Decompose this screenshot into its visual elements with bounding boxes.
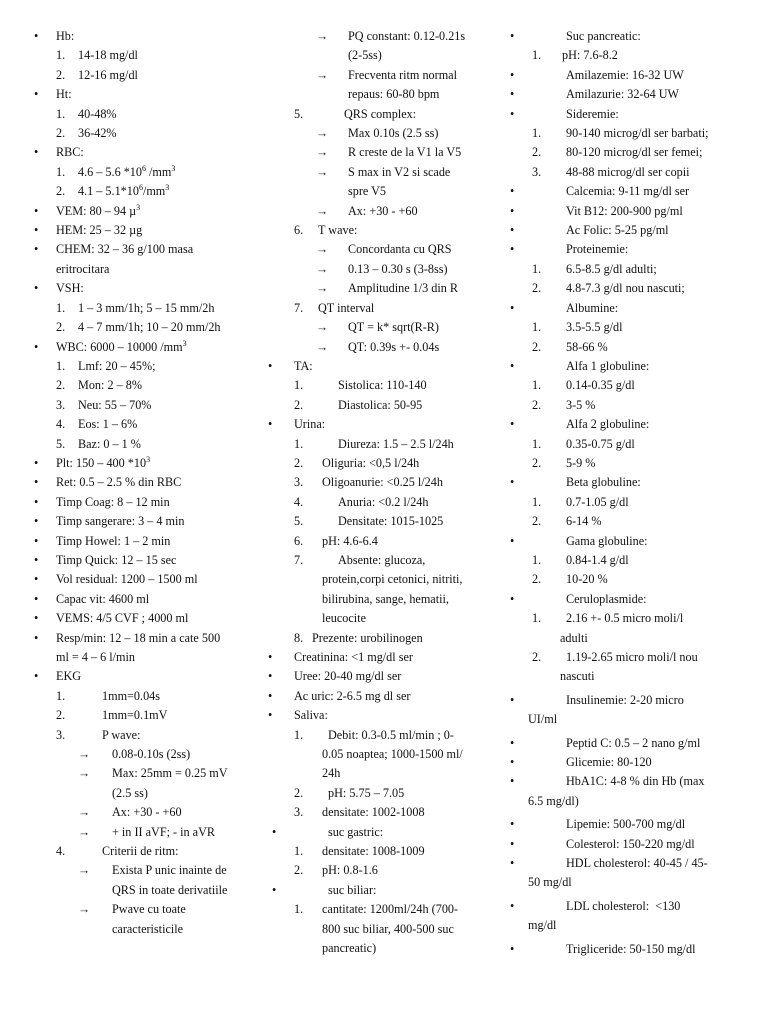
- arrow-icon: →: [78, 766, 91, 781]
- list-item-hem: • HEM: 25 – 32 µg: [34, 223, 143, 238]
- arrow-icon: →: [78, 747, 91, 762]
- item-text: Gama globuline:: [566, 533, 648, 548]
- item-text: QT: 0.39s +- 0.04s: [348, 339, 440, 354]
- list-item: 2. 1mm=0.1mV: [34, 706, 266, 725]
- item-text: 12-16 mg/dl: [78, 67, 138, 82]
- list-item: 3. 48-88 microg/dl ser copii: [506, 163, 746, 182]
- item-text: Mon: 2 – 8%: [78, 378, 142, 393]
- item-text: Urina:: [294, 417, 326, 432]
- item-text: TA:: [294, 358, 313, 373]
- item-text: Beta globuline:: [566, 475, 641, 490]
- item-text: mg/dl: [528, 918, 557, 933]
- item-text: densitate: 1008-1009: [322, 844, 425, 859]
- item-text: UI/ml: [528, 712, 558, 727]
- list-item: [34, 745, 266, 764]
- list-item: 1. Debit: 0.3-0.5 ml/min ; 0-: [268, 726, 500, 745]
- item-text: Diureza: 1.5 – 2.5 l/24h: [338, 436, 454, 451]
- item-text: Criterii de ritm:: [102, 844, 179, 859]
- list-item-plt: • Plt: 150 – 400 $*10^3$: [34, 454, 151, 470]
- item-text: 5-9 %: [566, 455, 596, 470]
- list-item: 4. Anuria: <0.2 l/24h: [268, 493, 500, 512]
- item-text: 4.6 – 5.6 $*10^6$ $/mm^3$: [78, 163, 176, 179]
- bullet: •: [510, 29, 515, 43]
- list-item: 5. Baz: 0 – 1 %: [56, 436, 141, 451]
- item-text: P wave:: [102, 727, 141, 742]
- arrow-icon: →: [316, 339, 329, 354]
- item-text: VEMS: 4/5 CVF ; 4000 ml: [56, 611, 189, 626]
- item-text: Glicemie: 80-120: [566, 755, 652, 770]
- list-item-vem: • VEM: 80 – 94 µ$^3$: [34, 202, 141, 218]
- list-item: 2. 4.8-7.3 g/dl nou nascuti;: [506, 279, 746, 298]
- list-item-capac: • Capac vit: 4600 ml: [34, 591, 150, 606]
- list-item: [34, 823, 266, 842]
- item-text: LDL cholesterol: <130: [566, 898, 681, 913]
- list-item: 6. pH: 4.6-6.4: [268, 532, 500, 551]
- item-text: 0.05 noaptea; 1000-1500 ml/: [322, 747, 463, 762]
- item-text: 0.14-0.35 g/dl: [566, 378, 635, 393]
- item-text: $4.1 - 5.1*10^6/mm^3$: [78, 183, 170, 199]
- column-1: [34, 27, 266, 939]
- list-item: [34, 803, 266, 822]
- bullet: •: [34, 29, 39, 43]
- item-text: leucocite: [322, 611, 366, 626]
- list-item: 7. Absente: glucoza,: [268, 551, 500, 570]
- item-text: Timp Coag: 8 – 12 min: [56, 494, 170, 509]
- list-item-amilazemie: • Amilazemie: 16-32 UW: [506, 66, 746, 85]
- item-text: CHEM: 32 – 36 g/100 masa: [56, 242, 194, 257]
- item-text: nascuti: [560, 669, 595, 684]
- list-item: 2. 3-5 %: [506, 396, 746, 415]
- item-text: Lmf: 20 – 45%;: [78, 358, 156, 373]
- list-item-resp: • Resp/min: 12 – 18 min a cate 500: [34, 630, 221, 645]
- list-item: 4. Eos: 1 – 6%: [56, 417, 138, 432]
- list-item-alfa1: • Alfa 1 globuline:: [506, 357, 746, 376]
- list-item-saliva: • Saliva:: [268, 708, 328, 723]
- column-2: [268, 27, 500, 959]
- list-item: 2. 6-14 %: [506, 512, 746, 531]
- list-item-ht: • Ht:: [34, 87, 72, 102]
- item-text: VSH:: [56, 281, 84, 296]
- list-item: 2. Diastolica: 50-95: [268, 396, 500, 415]
- list-item: 2. 12-16 mg/dl: [56, 67, 138, 82]
- item-text: 1.19-2.65 micro moli/l nou: [566, 650, 698, 664]
- list-item-beta: • Beta globuline:: [506, 473, 746, 492]
- list-item-vsh: • VSH:: [34, 281, 84, 296]
- arrow-icon: →: [316, 126, 329, 141]
- list-item-hdl: • HDL cholesterol: 40-45 / 45-: [506, 854, 746, 873]
- item-text: 80-120 microg/dl ser femei;: [566, 145, 703, 160]
- item-text: Baz: 0 – 1 %: [78, 436, 141, 451]
- item-text: Albumine:: [566, 300, 619, 315]
- item-text: 3-5 %: [566, 397, 596, 412]
- item-text: Amilazemie: 16-32 UW: [566, 67, 684, 82]
- list-item: [268, 66, 500, 85]
- item-text: cantitate: 1200ml/24h (700-: [322, 902, 459, 917]
- list-item: [268, 202, 500, 221]
- list-item-acuric: • Ac uric: 2-6.5 mg dl ser: [268, 688, 411, 703]
- list-item-gama: • Gama globuline:: [506, 532, 746, 551]
- arrow-icon: →: [316, 29, 329, 43]
- list-item: [268, 124, 500, 143]
- list-item: 1. 1 – 3 mm/1h; 5 – 15 mm/2h: [56, 300, 215, 315]
- item-text: R creste de la V1 la V5: [348, 145, 462, 160]
- list-item-lipemie: • Lipemie: 500-700 mg/dl: [506, 815, 746, 834]
- list-item: 3. Neu: 55 – 70%: [56, 397, 152, 412]
- item-text: QT interval: [318, 300, 375, 315]
- item-text: Ht:: [56, 87, 72, 102]
- list-item-ldl: • LDL cholesterol: <130: [506, 897, 746, 916]
- item-text: QRS in toate derivatiile: [112, 882, 228, 897]
- list-item: 2. Mon: 2 – 8%: [56, 378, 142, 393]
- list-item-peptid: • Peptid C: 0.5 – 2 nano g/ml: [506, 734, 746, 753]
- list-item: 1. pH: 7.6-8.2: [506, 46, 746, 65]
- item-text: Oligoanurie: <0.25 l/24h: [322, 475, 443, 490]
- item-text: Resp/min: 12 – 18 min a cate 500: [56, 630, 221, 645]
- item-text: Capac vit: 4600 ml: [56, 591, 150, 606]
- item-text: Anuria: <0.2 l/24h: [338, 494, 429, 509]
- item-text: (2-5ss): [348, 48, 382, 63]
- item-text: bilirubina, sange, hematii,: [322, 591, 449, 606]
- list-item: [268, 260, 500, 279]
- list-item: 2. 1.19-2.65 micro moli/l nou: [506, 648, 746, 667]
- item-text: 2.16 +- 0.5 micro moli/l: [566, 611, 684, 626]
- item-text: Hb:: [56, 29, 75, 43]
- item-text: (2.5 ss): [112, 785, 148, 800]
- arrow-icon: →: [78, 902, 91, 917]
- item-text: Ac uric: 2-6.5 mg dl ser: [294, 688, 411, 703]
- item-text: Debit: 0.3-0.5 ml/min ; 0-: [328, 727, 454, 742]
- list-item: 1. Diureza: 1.5 – 2.5 l/24h: [268, 435, 500, 454]
- list-item: 1. 14-18 mg/dl: [56, 48, 138, 63]
- item-text: Trigliceride: 50-150 mg/dl: [566, 941, 696, 956]
- list-item: 2. 36-42%: [56, 126, 117, 141]
- list-item: 1. 40-48%: [56, 106, 117, 121]
- arrow-icon: →: [316, 261, 329, 276]
- list-item-creatinina: • Creatinina: <1 mg/dl ser: [268, 650, 413, 664]
- list-item: 6. T wave:: [268, 221, 500, 240]
- item-text: Sistolica: 110-140: [338, 378, 427, 393]
- list-item: [268, 27, 500, 46]
- list-item-colesterol: • Colesterol: 150-220 mg/dl: [506, 835, 746, 854]
- list-item: 8. Prezente: urobilinogen: [268, 629, 500, 648]
- item-text: Vol residual: 1200 – 1500 ml: [56, 572, 198, 587]
- list-item: 7. QT interval: [268, 299, 500, 318]
- item-text: pH: 5.75 – 7.05: [328, 785, 405, 800]
- arrow-icon: →: [78, 824, 91, 839]
- list-item: 2. $4.1 - 5.1*10^6/mm^3$: [56, 183, 170, 199]
- list-item: 3. Oligoanurie: <0.25 l/24h: [268, 473, 500, 492]
- item-text: Diastolica: 50-95: [338, 397, 423, 412]
- item-text: S max in V2 si scade: [348, 164, 451, 179]
- item-text: WBC: 6000 – 10000 $/mm^3$: [56, 338, 187, 354]
- list-item-ret: • Ret: 0.5 – 2.5 % din RBC: [34, 475, 182, 490]
- item-text: pancreatic): [322, 941, 377, 956]
- bullet: •: [268, 358, 273, 373]
- list-item-acfolic: • Ac Folic: 5-25 pg/ml: [506, 221, 746, 240]
- arrow-icon: →: [316, 67, 329, 82]
- list-item: 2. 80-120 microg/dl ser femei;: [506, 143, 746, 162]
- list-item: 1. 6.5-8.5 g/dl adulti;: [506, 260, 746, 279]
- item-text: Timp Quick: 12 – 15 sec: [56, 552, 177, 567]
- list-item: 2. 10-20 %: [506, 570, 746, 589]
- item-text: Timp Howel: 1 – 2 min: [56, 533, 171, 548]
- item-text: T wave:: [318, 223, 358, 238]
- list-item: 1. 4.6 – 5.6 $*10^6$ $/mm^3$: [56, 163, 176, 179]
- list-item: [268, 318, 500, 337]
- list-item: 3. densitate: 1002-1008: [268, 803, 500, 822]
- list-item-ta: [268, 357, 500, 376]
- item-text: Insulinemie: 2-20 micro: [566, 692, 684, 707]
- arrow-icon: →: [78, 863, 91, 878]
- item-text: Max 0.10s (2.5 ss): [348, 126, 439, 141]
- list-item-wbc: • WBC: 6000 – 10000 $/mm^3$: [34, 338, 187, 354]
- item-text: Prezente: urobilinogen: [312, 630, 423, 645]
- item-text: Ax: +30 - +60: [348, 203, 418, 218]
- list-item-amilazurie: • Amilazurie: 32-64 UW: [506, 85, 746, 104]
- item-text: Uree: 20-40 mg/dl ser: [294, 669, 402, 684]
- list-item-suc-pancreatic: [506, 27, 746, 46]
- list-item-ceruloplasmide: • Ceruloplasmide:: [506, 590, 746, 609]
- item-text: Pwave cu toate: [112, 902, 186, 917]
- item-text: Lipemie: 500-700 mg/dl: [566, 817, 686, 832]
- list-item: 5. QRS complex:: [268, 105, 500, 124]
- item-text: Ceruloplasmide:: [566, 591, 647, 606]
- item-text: HbA1C: 4-8 % din Hb (max: [566, 774, 705, 789]
- item-text: Densitate: 1015-1025: [338, 514, 444, 529]
- list-item-vitb12: • Vit B12: 200-900 pg/ml: [506, 202, 746, 221]
- item-text: 1 – 3 mm/1h; 5 – 15 mm/2h: [78, 300, 215, 315]
- item-text: EKG: [56, 669, 82, 684]
- column-3: [506, 27, 746, 959]
- list-item-sideremie: • Sideremie:: [506, 105, 746, 124]
- list-item-proteinemie: • Proteinemie:: [506, 240, 746, 259]
- item-text: 6.5-8.5 g/dl adulti;: [566, 261, 657, 276]
- item-text: 0.7-1.05 g/dl: [566, 494, 629, 509]
- item-text: Eos: 1 – 6%: [78, 417, 138, 432]
- arrow-icon: →: [316, 145, 329, 160]
- item-text: PQ constant: 0.12-0.21s: [348, 29, 466, 43]
- item-text: HEM: 25 – 32 µg: [56, 223, 143, 238]
- list-item-trigliceride: • Trigliceride: 50-150 mg/dl: [506, 940, 746, 959]
- list-item-quick: • Timp Quick: 12 – 15 sec: [34, 552, 177, 567]
- list-item: 2. pH: 0.8-1.6: [268, 861, 500, 880]
- list-item-hb: [34, 27, 266, 46]
- item-text: 4.8-7.3 g/dl nou nascuti;: [566, 281, 685, 296]
- list-item: 1. 90-140 microg/dl ser barbati;: [506, 124, 746, 143]
- item-text: Absente: glucoza,: [338, 552, 426, 567]
- list-item-alfa2: • Alfa 2 globuline:: [506, 415, 746, 434]
- list-item-suc-gastric: • suc gastric:: [268, 823, 500, 842]
- item-text: Vit B12: 200-900 pg/ml: [566, 203, 683, 218]
- list-item: 5. Densitate: 1015-1025: [268, 512, 500, 531]
- item-text: 6.5 mg/dl): [528, 793, 579, 808]
- list-item-hba1c: • HbA1C: 4-8 % din Hb (max: [506, 772, 746, 791]
- list-item-vems: • VEMS: 4/5 CVF ; 4000 ml: [34, 611, 189, 626]
- list-item: 1. 0.7-1.05 g/dl: [506, 493, 746, 512]
- item-text: HDL cholesterol: 40-45 / 45-: [566, 856, 708, 871]
- list-item-urina: • Urina:: [268, 417, 326, 432]
- item-text: 3.5-5.5 g/dl: [566, 320, 623, 335]
- item-text: Suc pancreatic:: [566, 29, 641, 43]
- list-item: 1. cantitate: 1200ml/24h (700-: [268, 900, 500, 919]
- list-item: 2. 5-9 %: [506, 454, 746, 473]
- item-text: 48-88 microg/dl ser copii: [566, 164, 690, 179]
- item-text: Colesterol: 150-220 mg/dl: [566, 836, 695, 851]
- list-item: [268, 338, 500, 357]
- item-text: Ac Folic: 5-25 pg/ml: [566, 223, 669, 238]
- list-item: 3. P wave:: [34, 726, 266, 745]
- item-text: Peptid C: 0.5 – 2 nano g/ml: [566, 735, 701, 750]
- list-item: 1. 0.84-1.4 g/dl: [506, 551, 746, 570]
- item-text: ml = 4 – 6 l/min: [56, 650, 135, 664]
- list-item-coag: • Timp Coag: 8 – 12 min: [34, 494, 170, 509]
- item-text: 24h: [322, 766, 341, 781]
- item-text: Ret: 0.5 – 2.5 % din RBC: [56, 475, 182, 490]
- list-item: 2. pH: 5.75 – 7.05: [268, 784, 500, 803]
- list-item: [268, 240, 500, 259]
- item-text: repaus: 60-80 bpm: [348, 87, 440, 102]
- arrow-icon: →: [316, 281, 329, 296]
- item-text: Ax: +30 - +60: [112, 805, 182, 820]
- item-text: suc gastric:: [328, 824, 384, 839]
- item-text: 10-20 %: [566, 572, 608, 587]
- item-text: 90-140 microg/dl ser barbati;: [566, 126, 709, 141]
- item-text: Sideremie:: [566, 106, 619, 121]
- list-item-albumine: • Albumine:: [506, 299, 746, 318]
- item-text: protein,corpi cetonici, nitriti,: [322, 572, 463, 587]
- item-text: densitate: 1002-1008: [322, 805, 425, 820]
- list-item: 1. 3.5-5.5 g/dl: [506, 318, 746, 337]
- list-item-volres: • Vol residual: 1200 – 1500 ml: [34, 572, 198, 587]
- item-text: caracteristicile: [112, 921, 184, 936]
- item-text: 4 – 7 mm/1h; 10 – 20 mm/2h: [78, 320, 221, 335]
- list-item: 1. 0.14-0.35 g/dl: [506, 376, 746, 395]
- list-item: [268, 163, 500, 182]
- list-item: 2. 4 – 7 mm/1h; 10 – 20 mm/2h: [56, 320, 221, 335]
- item-text: 36-42%: [78, 126, 117, 141]
- item-text: Alfa 1 globuline:: [566, 358, 650, 373]
- item-text: 50 mg/dl: [528, 875, 572, 890]
- list-item: 1. densitate: 1008-1009: [268, 842, 500, 861]
- item-text: 800 suc biliar, 400-500 suc: [322, 921, 454, 936]
- list-item-ekg: • EKG: [34, 669, 82, 684]
- item-text: eritrocitara: [56, 261, 110, 276]
- item-text: 14-18 mg/dl: [78, 48, 138, 63]
- item-text: Concordanta cu QRS: [348, 242, 452, 257]
- item-text: Amilazurie: 32-64 UW: [566, 87, 680, 102]
- item-text: adulti: [560, 630, 588, 645]
- item-text: Amplitudine 1/3 din R: [348, 281, 459, 296]
- arrow-icon: →: [316, 203, 329, 218]
- item-text: 1mm=0.1mV: [102, 708, 168, 723]
- list-item-rbc: • RBC:: [34, 145, 84, 160]
- list-item: [268, 279, 500, 298]
- list-item: 1. 1mm=0.04s: [34, 687, 266, 706]
- list-item: 4. Criterii de ritm:: [34, 842, 266, 861]
- item-text: Saliva:: [294, 708, 328, 723]
- arrow-icon: →: [316, 320, 329, 335]
- list-item: 1. 2.16 +- 0.5 micro moli/l: [506, 609, 746, 628]
- item-text: 6-14 %: [566, 514, 602, 529]
- list-item: 2. 58-66 %: [506, 338, 746, 357]
- list-item: [34, 900, 266, 919]
- item-text: Oliguria: <0,5 l/24h: [322, 455, 420, 470]
- item-text: 0.84-1.4 g/dl: [566, 552, 629, 567]
- arrow-icon: →: [316, 242, 329, 257]
- list-item-suc-biliar: • suc biliar:: [268, 881, 500, 900]
- list-item: [34, 861, 266, 880]
- item-text: 58-66 %: [566, 339, 608, 354]
- list-item: 1. Sistolica: 110-140: [268, 376, 500, 395]
- list-item-calcemia: • Calcemia: 9-11 mg/dl ser: [506, 182, 746, 201]
- item-text: pH: 0.8-1.6: [322, 863, 378, 878]
- item-text: Frecventa ritm normal: [348, 67, 457, 82]
- arrow-icon: →: [316, 164, 329, 179]
- item-text: Timp sangerare: 3 – 4 min: [56, 514, 185, 529]
- list-item: 1. Lmf: 20 – 45%;: [56, 358, 156, 373]
- item-text: pH: 7.6-8.2: [562, 48, 618, 63]
- item-text: 0.13 – 0.30 s (3-8ss): [348, 261, 448, 276]
- item-text: Neu: 55 – 70%: [78, 397, 152, 412]
- list-item-insulinemie: • Insulinemie: 2-20 micro: [506, 691, 746, 710]
- list-item-glicemie: • Glicemie: 80-120: [506, 753, 746, 772]
- item-text: suc biliar:: [328, 882, 377, 897]
- list-item: 2. Oliguria: <0,5 l/24h: [268, 454, 500, 473]
- item-text: Plt: 150 – 400 $*10^3$: [56, 454, 151, 470]
- list-item: 1. 0.35-0.75 g/dl: [506, 435, 746, 454]
- item-text: Exista P unic inainte de: [112, 863, 227, 878]
- arrow-icon: →: [78, 805, 91, 820]
- list-item: [34, 764, 266, 783]
- list-item-howel: • Timp Howel: 1 – 2 min: [34, 533, 171, 548]
- item-text: 0.08-0.10s (2ss): [112, 747, 191, 762]
- item-text: spre V5: [348, 184, 387, 199]
- list-item-sangerare: • Timp sangerare: 3 – 4 min: [34, 514, 185, 529]
- item-text: Alfa 2 globuline:: [566, 417, 650, 432]
- item-text: Calcemia: 9-11 mg/dl ser: [566, 184, 690, 199]
- item-text: Max: 25mm = 0.25 mV: [112, 766, 228, 781]
- list-item-uree: • Uree: 20-40 mg/dl ser: [268, 669, 402, 684]
- item-text: 1mm=0.04s: [102, 688, 160, 703]
- list-item: [268, 143, 500, 162]
- item-text: QRS complex:: [344, 106, 417, 121]
- item-text: VEM: 80 – 94 µ$^3$: [56, 202, 141, 218]
- item-text: 40-48%: [78, 106, 117, 121]
- item-text: pH: 4.6-6.4: [322, 533, 378, 548]
- item-text: QT = k* sqrt(R-R): [348, 320, 439, 335]
- item-text: RBC:: [56, 145, 84, 160]
- item-text: Proteinemie:: [566, 242, 629, 257]
- item-text: Creatinina: <1 mg/dl ser: [294, 650, 413, 664]
- item-text: 0.35-0.75 g/dl: [566, 436, 635, 451]
- list-item-chem: • CHEM: 32 – 36 g/100 masa: [34, 242, 194, 257]
- item-text: + in II aVF; - in aVR: [112, 824, 216, 839]
